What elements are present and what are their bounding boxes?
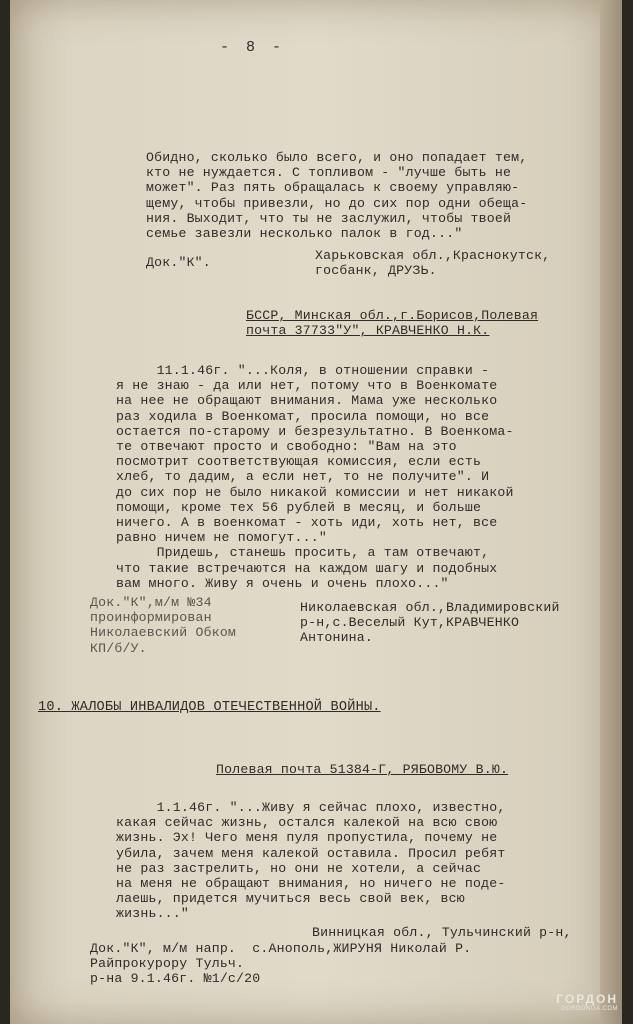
section-heading: 10. ЖАЛОБЫ ИНВАЛИДОВ ОТЕЧЕСТВЕННОЙ ВОЙНЫ. [38,700,381,715]
source-reference-3: Винницкая обл., Тульчинский р-н, [312,925,572,940]
doc-reference-1: Док."К". [146,255,211,270]
document-page [10,0,622,1024]
letter-excerpt-1: Обидно, сколько было всего, и оно попадает тем, кто не нуждается. С топливом - "лучше быть не может". Раз пять обращалась к своему управляю- щему, чтобы привезли, но до сих пор одни обеща- ния. Выходит, что ты не заслужил, чтобы твоей семье завезли несколько палок в год..." [146,150,528,242]
recipient-heading-3: Полевая почта 51384-Г, РЯБОВОМУ В.Ю. [216,762,509,777]
source-reference-1: Харьковская обл.,Краснокутск, госбанк, ДРУЗЬ. [315,248,551,279]
page-number: - 8 - [220,39,286,56]
watermark-site: GORDONUA.COM [561,1006,618,1012]
page-binding-edge [600,0,622,1024]
doc-reference-2: Док."К",м/м №34 проинформирован Николаевский Обком КП/б/У. [90,595,237,656]
watermark-brand: ГОРДОН [556,992,618,1006]
watermark [556,992,618,1012]
letter-excerpt-2: 11.1.46г. "...Коля, в отношении справки - я не знаю - да или нет, потому что в Военкомате на нее не обращают внимания. Мама уже несколько раз ходила в Военкомат, просила помощи, но все остается по-старому и безрезультатно. В Военкома- те отвечают просто и свободно: "Вам на это посмотрит соответствующая комиссия, если есть хлеб, то дадим, а если нет, то не получите". И до сих пор не было никакой комиссии и нет никакой помощи, кроме тех 56 рублей в месяц, и больше ничего. А в военкомат - хоть иди, хоть нет, все равно ничем не помогут..." Придешь, станешь просить, а там отвечают, что такие встречаются на каждом шагу и подобных вам много. Живу я очень и очень плохо..." [116,363,514,591]
doc-reference-3: Док."К", м/м напр. с.Анополь,ЖИРУНЯ Николай Р. Райпрокурору Тульч. р-на 9.1.46г. №1/с/20 [90,941,472,987]
recipient-heading-2: БССР, Минская обл.,г.Борисов,Полевая почта 37733"У", КРАВЧЕНКО Н.К. [246,308,539,339]
letter-excerpt-3: 1.1.46г. "...Живу я сейчас плохо, известно, какая сейчас жизнь, остался калекой на всю свою жизнь. Эх! Чего меня пуля пропустила, почему не убила, зачем меня калекой оставила. Просил ребят не раз застрелить, но они не хотели, а сейчас на меня не обращают внимания, но ничего не поде- лаешь, придется мучиться весь свой век, всю жизнь..." [116,800,506,922]
source-reference-2: Николаевская обл.,Владимировский р-н,с.Веселый Кут,КРАВЧЕНКО Антонина. [300,600,560,646]
